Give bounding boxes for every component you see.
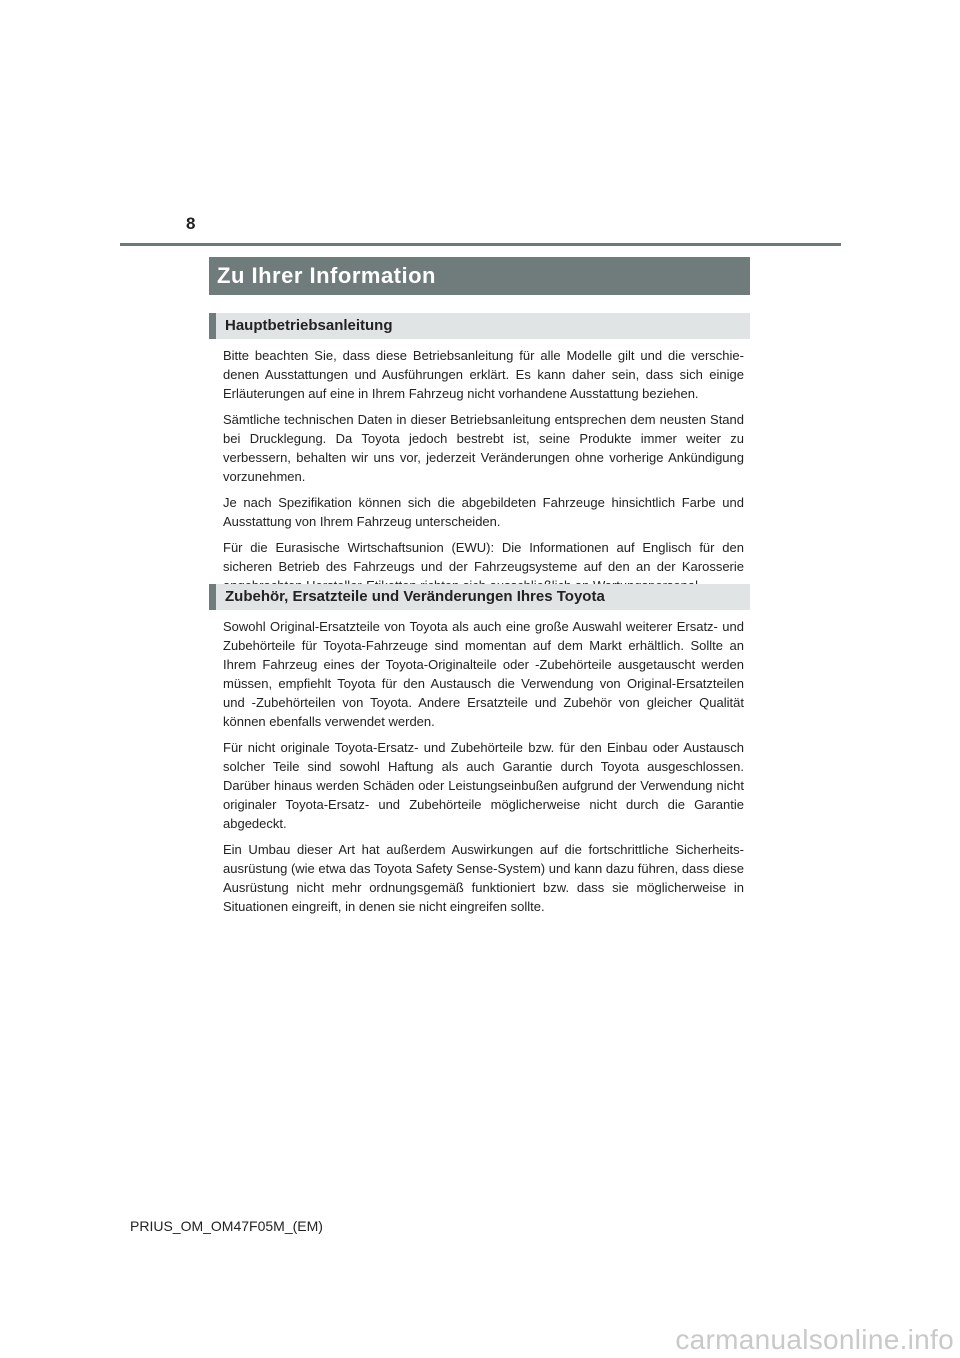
paragraph: Sämtliche technischen Daten in dieser Betriebsanleitung entsprechen dem neusten Stand bei Drucklegung. Da Toyota jedoch bestrebt ist, seine Produkte immer weiter zu verbessern, behalten wir uns vor, jederzeit Veränderungen ohne vorherige Ankündigung vorzunehmen. bbox=[223, 412, 744, 484]
paragraph: Für nicht originale Toyota-Ersatz- und Zubehörteile bzw. für den Einbau oder Austausch solcher Teile sind sowohl Haftung als auch Garantie durch Toyota ausgeschlossen. Darüber hinaus werden Schäden oder Leistungseinbußen aufgrund der Verwendung nicht originaler Toyota-Ersatz- und Zubehörteile möglicherweise nicht durch die Garantie abgedeckt. bbox=[223, 740, 744, 831]
paragraph: Bitte beachten Sie, dass diese Betriebsanleitung für alle Modelle gilt und die verschiedenen Ausstattungen und Ausführungen erklärt. Es kann daher sein, dass sich einige Erläuterungen auf eine in Ihrem Fahrzeug nicht vorhandene Ausstattung beziehen. bbox=[223, 348, 744, 401]
page-number: 8 bbox=[186, 214, 196, 233]
paragraph: Je nach Spezifikation können sich die abgebildeten Fahrzeuge hinsichtlich Farbe und Ausstattung von Ihrem Fahrzeug unterscheiden. bbox=[223, 495, 744, 529]
footer-document-code: PRIUS_OM_OM47F05M_(EM) bbox=[130, 1218, 323, 1234]
paragraph: Ein Umbau dieser Art hat außerdem Auswirkungen auf die fortschrittliche Sicherheitsausrüstung (wie etwa das Toyota Safety Sense-System) und kann dazu führen, dass diese Ausrüstung nicht mehr ordnungsgemäß funktioniert bzw. dass sie möglicherweise in Situationen eingreift, in denen sie nicht eingreifen sollte. bbox=[223, 842, 744, 914]
section-body-hauptbetriebsanleitung bbox=[223, 346, 744, 602]
top-rule bbox=[120, 243, 841, 246]
section-header-hauptbetriebsanleitung: Hauptbetriebsanleitung bbox=[209, 313, 750, 339]
section-body-zubehoer bbox=[223, 617, 744, 923]
paragraph: Für die Eurasische Wirtschaftsunion (EWU): Die Informationen auf Englisch für den sicheren Betrieb des Fahrzeugs und der Fahrzeugsysteme auf den an der Karosserie bbox=[223, 540, 744, 574]
chapter-title: Zu Ihrer Information bbox=[209, 257, 750, 295]
watermark-logo: carmanualsonline.info bbox=[675, 1324, 954, 1355]
section-header-zubehoer: Zubehör, Ersatzteile und Veränderungen Ihres Toyota bbox=[209, 584, 750, 610]
paragraph: Sowohl Original-Ersatzteile von Toyota als auch eine große Auswahl weiterer Ersatz- und Zubehörteile für Toyota-Fahrzeuge sind momentan auf dem Markt erhältlich. Sollte an Ihrem Fahrzeug eines der Toyota-Originalteile oder -Zubehörteile ausgetauscht werden müssen, empfiehlt Toyota für den Austausch die Verwendung von Original-Ersatzteilen und -Zubehörteilen von Toyota. Andere Ersatzteile und Zubehör von gleicher Qualität können ebenfalls verwendet werden. bbox=[223, 619, 744, 729]
